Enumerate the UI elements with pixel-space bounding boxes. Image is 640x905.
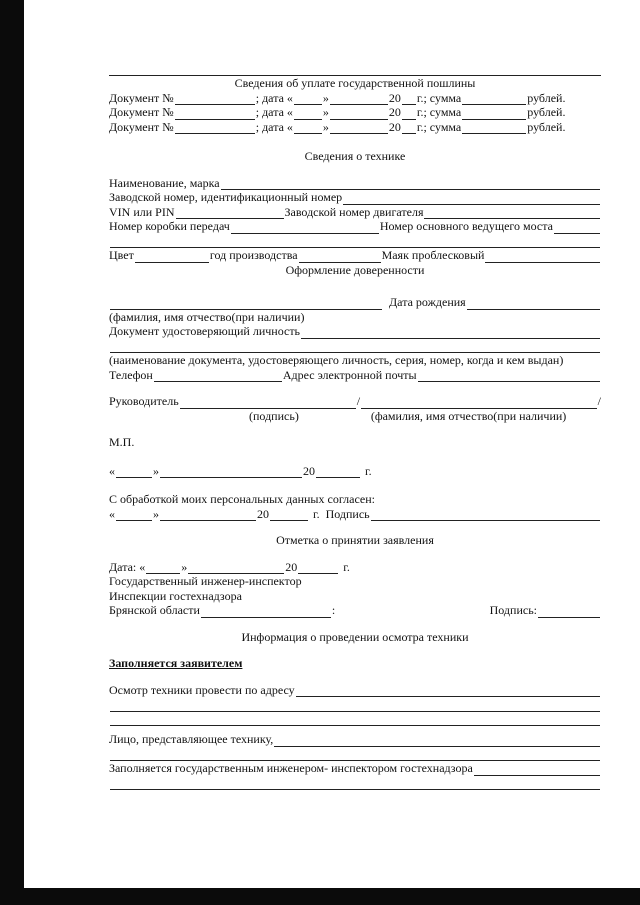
month-field[interactable] xyxy=(330,122,388,134)
extra-field[interactable] xyxy=(110,236,600,248)
payment-row: Документ № ; дата « » 20 г.; сумма рублей. xyxy=(109,105,566,119)
day-field[interactable] xyxy=(294,122,322,134)
proxy-heading: Оформление доверенности xyxy=(285,262,425,277)
month-field[interactable] xyxy=(160,466,302,478)
id-doc-extra-field[interactable] xyxy=(110,341,600,353)
day-field[interactable] xyxy=(116,466,152,478)
form-content xyxy=(109,66,601,790)
address-blank-row xyxy=(109,697,601,712)
inspector-fill-row: Заполняется государственным инженером- инспектором гостехнадзора xyxy=(109,761,601,776)
scan-edge-bottom xyxy=(0,888,640,905)
applicant-header: Заполняется заявителем xyxy=(109,656,243,670)
head-name-field[interactable] xyxy=(361,397,597,409)
email-field[interactable] xyxy=(418,370,600,382)
production-year-field[interactable] xyxy=(299,251,381,263)
address-blank-row xyxy=(109,712,601,727)
proxy-name-row: Дата рождения xyxy=(109,295,601,310)
person-extra-field[interactable] xyxy=(110,749,600,761)
tech-serial-row: Заводской номер, идентификационный номер xyxy=(109,190,601,205)
inspection-heading: Информация о проведении осмотра техники xyxy=(241,629,469,644)
doc-number-field[interactable] xyxy=(175,122,255,134)
inspector-signature-field[interactable] xyxy=(538,606,600,618)
year-field[interactable] xyxy=(270,509,308,521)
year-field[interactable] xyxy=(298,562,338,574)
top-rule xyxy=(109,66,601,76)
inspector-line2: Инспекции гостехнадзора xyxy=(109,588,242,603)
stamp-label: М.П. xyxy=(109,435,135,449)
year-field[interactable] xyxy=(402,108,416,120)
tech-gearbox-row: Номер коробки передач Номер основного ведущего моста xyxy=(109,219,601,234)
axle-field[interactable] xyxy=(554,222,600,234)
color-field[interactable] xyxy=(135,251,209,263)
engine-field[interactable] xyxy=(424,207,600,219)
month-field[interactable] xyxy=(330,108,388,120)
sum-field[interactable] xyxy=(462,93,526,105)
day-field[interactable] xyxy=(294,93,322,105)
fullname-field[interactable] xyxy=(110,298,382,310)
person-field[interactable] xyxy=(274,735,600,747)
acceptance-heading: Отметка о принятии заявления xyxy=(276,533,434,547)
id-doc-blank-row xyxy=(109,339,601,354)
serial-field[interactable] xyxy=(343,193,600,205)
head-signature-field[interactable] xyxy=(180,397,356,409)
vin-field[interactable] xyxy=(176,207,284,219)
dob-field[interactable] xyxy=(467,298,600,310)
day-field[interactable] xyxy=(294,108,322,120)
tech-name-row: Наименование, марка xyxy=(109,176,601,191)
fio-note: (фамилия, имя отчество(при наличии) xyxy=(109,309,305,324)
tech-blank-row xyxy=(109,234,601,249)
inspector-fill-field[interactable] xyxy=(474,764,600,776)
id-doc-note: (наименование документа, удостоверяющего личность, серия, номер, когда и кем выдан) xyxy=(109,353,564,367)
day-field[interactable] xyxy=(146,562,180,574)
consent-text: С обработкой моих персональных данных согласен: xyxy=(109,492,376,506)
tech-vin-row: VIN или PIN Заводской номер двигателя xyxy=(109,205,601,220)
inspector-name-field[interactable] xyxy=(201,606,331,618)
name-field[interactable] xyxy=(221,178,600,190)
year-field[interactable] xyxy=(402,122,416,134)
tech-heading: Сведения о технике xyxy=(304,149,406,163)
year-field[interactable] xyxy=(316,466,360,478)
day-field[interactable] xyxy=(116,509,152,521)
year-field[interactable] xyxy=(402,93,416,105)
month-field[interactable] xyxy=(330,93,388,105)
inspector-line3-row: Брянской области : Подпись: xyxy=(109,603,601,618)
id-doc-row: Документ удостоверяющий личность xyxy=(109,324,601,339)
gearbox-field[interactable] xyxy=(231,222,379,234)
head-sign-notes: (подпись) (фамилия, имя отчество(при наличии) xyxy=(249,408,567,423)
address-extra-field[interactable] xyxy=(110,714,600,726)
inspector-line1: Государственный инженер-инспектор xyxy=(109,574,302,588)
address-field[interactable] xyxy=(296,685,600,697)
payment-row: Документ № ; дата « » 20 г.; сумма рублей. xyxy=(109,119,566,134)
consent-signature-field[interactable] xyxy=(371,509,600,521)
sum-field[interactable] xyxy=(462,108,526,120)
payment-row: Документ № ; дата « » 20 г.; сумма рублей. xyxy=(109,90,566,105)
acceptance-date-row: Дата: « » 20 г. xyxy=(109,559,350,574)
inspector-blank-row xyxy=(109,776,601,791)
month-field[interactable] xyxy=(188,562,284,574)
doc-number-field[interactable] xyxy=(175,93,255,105)
consent-date-row: « » 20 г. Подпись xyxy=(109,507,601,522)
head-sign-row: Руководитель / / xyxy=(109,394,601,408)
beacon-field[interactable] xyxy=(485,251,600,263)
phone-field[interactable] xyxy=(154,370,282,382)
inspector-extra-field[interactable] xyxy=(110,778,600,790)
tech-color-row: Цвет год производства Маяк проблесковый xyxy=(109,248,601,263)
payment-heading: Сведения об уплате государственной пошлины xyxy=(234,76,476,90)
address-row: Осмотр техники провести по адресу xyxy=(109,683,601,698)
doc-number-field[interactable] xyxy=(175,108,255,120)
proxy-date-row: « » 20 г. xyxy=(109,463,372,478)
month-field[interactable] xyxy=(160,509,256,521)
person-row: Лицо, представляющее технику, xyxy=(109,732,601,747)
address-extra-field[interactable] xyxy=(110,700,600,712)
scan-edge-left xyxy=(0,0,24,905)
sum-field[interactable] xyxy=(462,122,526,134)
id-doc-field[interactable] xyxy=(301,327,600,339)
contact-row: Телефон Адрес электронной почты xyxy=(109,368,601,383)
person-blank-row xyxy=(109,747,601,762)
